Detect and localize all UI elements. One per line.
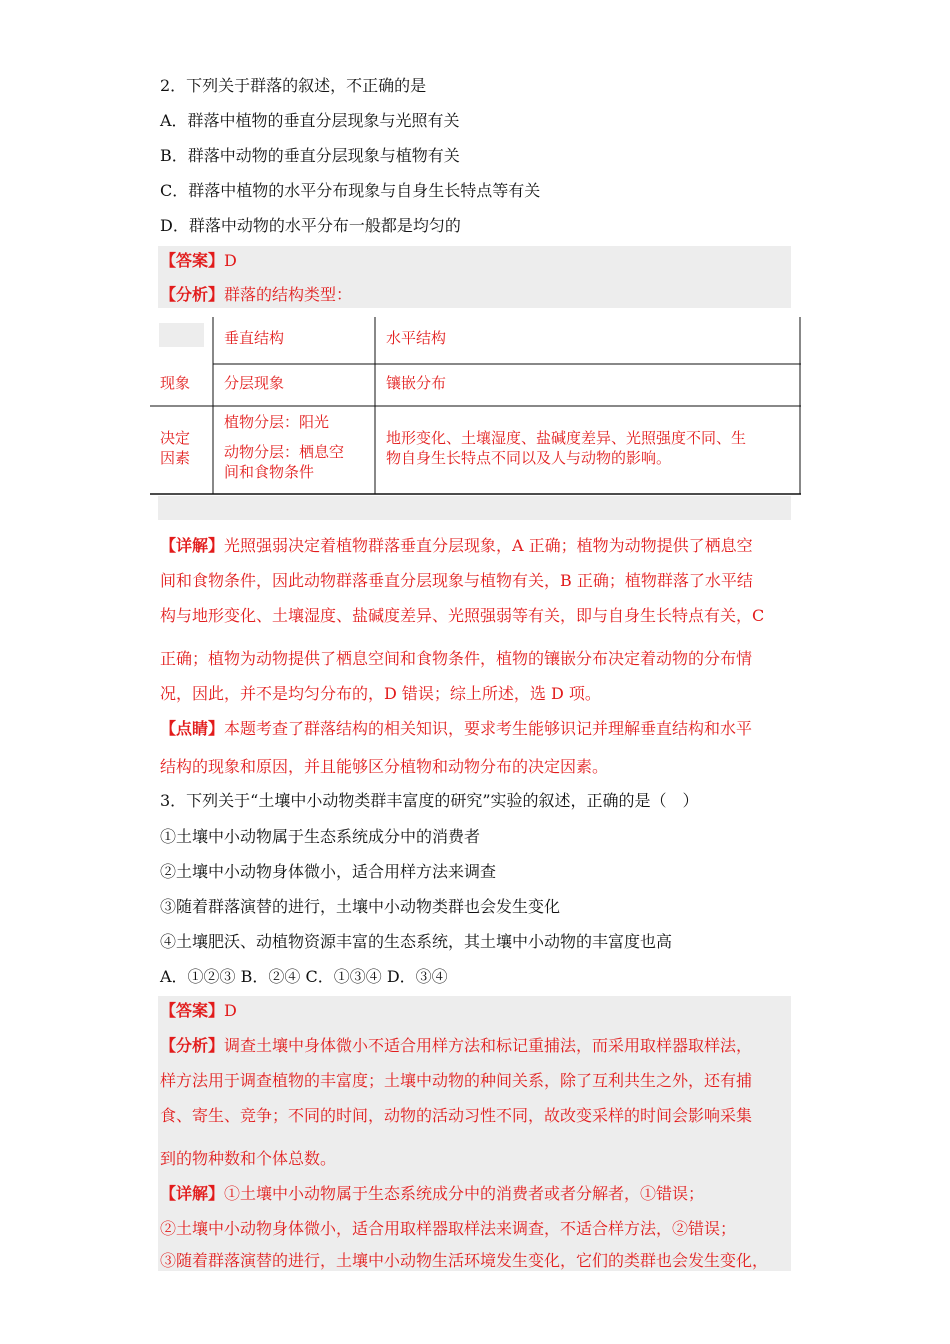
table-row2-horizontal-1: 地形变化、土壤湿度、盐碱度差异、光照强度不同、生	[386, 429, 747, 447]
table-header-vertical: 垂直结构	[224, 329, 285, 347]
question-2-option-a: A．群落中植物的垂直分层现象与光照有关	[160, 111, 460, 130]
table-row2-vertical-3: 间和食物条件	[224, 463, 315, 481]
question-3-statement-3: ③随着群落演替的进行，土壤中小动物类群也会发生变化	[160, 897, 561, 916]
table-row2-horizontal-2: 物自身生长特点不同以及人与动物的影响。	[386, 449, 672, 467]
comment-tag: 【点睛】	[160, 719, 225, 738]
question-2-comment-line-2: 结构的现象和原因，并且能够区分植物和动物分布的决定因素。	[160, 757, 609, 776]
table-row2-label-2: 因素	[160, 449, 191, 467]
question-3-analysis-line-2: 样方法用于调查植物的丰富度；土壤中动物的种间关系，除了互利共生之外，还有捕	[160, 1071, 753, 1090]
answer-tag: 【答案】	[160, 251, 225, 270]
question-3-statement-4: ④土壤肥沃、动植物资源丰富的生态系统，其土壤中小动物的丰富度也高	[160, 932, 673, 951]
analysis-tag: 【分析】	[160, 1036, 225, 1055]
question-3-detail-line-2: ②土壤中小动物身体微小，适合用取样器取样法来调查，不适合样方法，②错误；	[160, 1219, 737, 1238]
table-row1-horizontal: 镶嵌分布	[386, 374, 447, 392]
question-3-analysis-line-4: 到的物种数和个体总数。	[160, 1149, 337, 1168]
question-2-detail-line-5: 况，因此，并不是均匀分布的，D 错误；综上所述，选 D 项。	[160, 684, 601, 703]
analysis-text: 群落的结构类型：	[224, 285, 353, 304]
analysis-tag: 【分析】	[160, 285, 225, 304]
question-2-stem: 2．下列关于群落的叙述，不正确的是	[160, 76, 427, 95]
answer-tag: 【答案】	[160, 1001, 225, 1020]
question-3-statement-2: ②土壤中小动物身体微小，适合用样方法来调查	[160, 862, 497, 881]
table-row2-label-1: 决定	[160, 429, 191, 447]
answer-value: D	[224, 1001, 237, 1020]
table-row2-vertical-1: 植物分层：阳光	[224, 413, 330, 431]
table-after-shade	[158, 496, 791, 520]
detail-text: 光照强弱决定着植物群落垂直分层现象，A 正确；植物为动物提供了栖息空	[224, 536, 753, 555]
question-2-comment-line-1	[160, 718, 752, 740]
answer-value: D	[224, 251, 237, 270]
question-2-detail-line-1	[160, 535, 753, 557]
question-3-detail-line-1	[160, 1183, 704, 1205]
question-2-option-b: B．群落中动物的垂直分层现象与植物有关	[160, 146, 460, 165]
question-3-detail-line-3: ③随着群落演替的进行，土壤中小动物生活环境发生变化，它们的类群也会发生变化，	[160, 1251, 769, 1270]
question-3-answer	[160, 1000, 237, 1022]
table-row1-vertical: 分层现象	[224, 374, 285, 392]
question-3-analysis-line-3: 食、寄生、竞争；不同的时间，动物的活动习性不同，故改变采样的时间会影响采集	[160, 1106, 753, 1125]
table-row1-label: 现象	[160, 374, 191, 392]
question-2-detail-line-2: 间和食物条件，因此动物群落垂直分层现象与植物有关，B 正确；植物群落了水平结	[160, 571, 753, 590]
question-3-analysis-line-1	[160, 1035, 752, 1057]
analysis-text: 调查土壤中身体微小不适合用样方法和标记重捕法，而采用取样器取样法，	[224, 1036, 753, 1055]
question-2-detail-line-3: 构与地形变化、土壤湿度、盐碱度差异、光照强弱等有关，即与自身生长特点有关，C	[160, 606, 765, 625]
question-2-option-d: D．群落中动物的水平分布一般都是均匀的	[160, 216, 461, 235]
detail-tag: 【详解】	[160, 1184, 225, 1203]
detail-text: ①土壤中小动物属于生态系统成分中的消费者或者分解者，①错误；	[224, 1184, 705, 1203]
question-3-stem: 3．下列关于“土壤中小动物类群丰富度的研究”实验的叙述，正确的是（ ）	[160, 791, 699, 810]
question-3-statement-1: ①土壤中小动物属于生态系统成分中的消费者	[160, 827, 481, 846]
detail-tag: 【详解】	[160, 536, 225, 555]
question-2-detail-line-4: 正确；植物为动物提供了栖息空间和食物条件，植物的镶嵌分布决定着动物的分布情	[160, 649, 753, 668]
question-2-option-c: C．群落中植物的水平分布现象与自身生长特点等有关	[160, 181, 541, 200]
comment-text: 本题考查了群落结构的相关知识，要求考生能够识记并理解垂直结构和水平	[224, 719, 753, 738]
table-header-horizontal: 水平结构	[386, 329, 447, 347]
question-3-choices: A．①②③ B．②④ C．①③④ D．③④	[160, 967, 448, 986]
table-row2-vertical-2: 动物分层：栖息空	[224, 443, 345, 461]
